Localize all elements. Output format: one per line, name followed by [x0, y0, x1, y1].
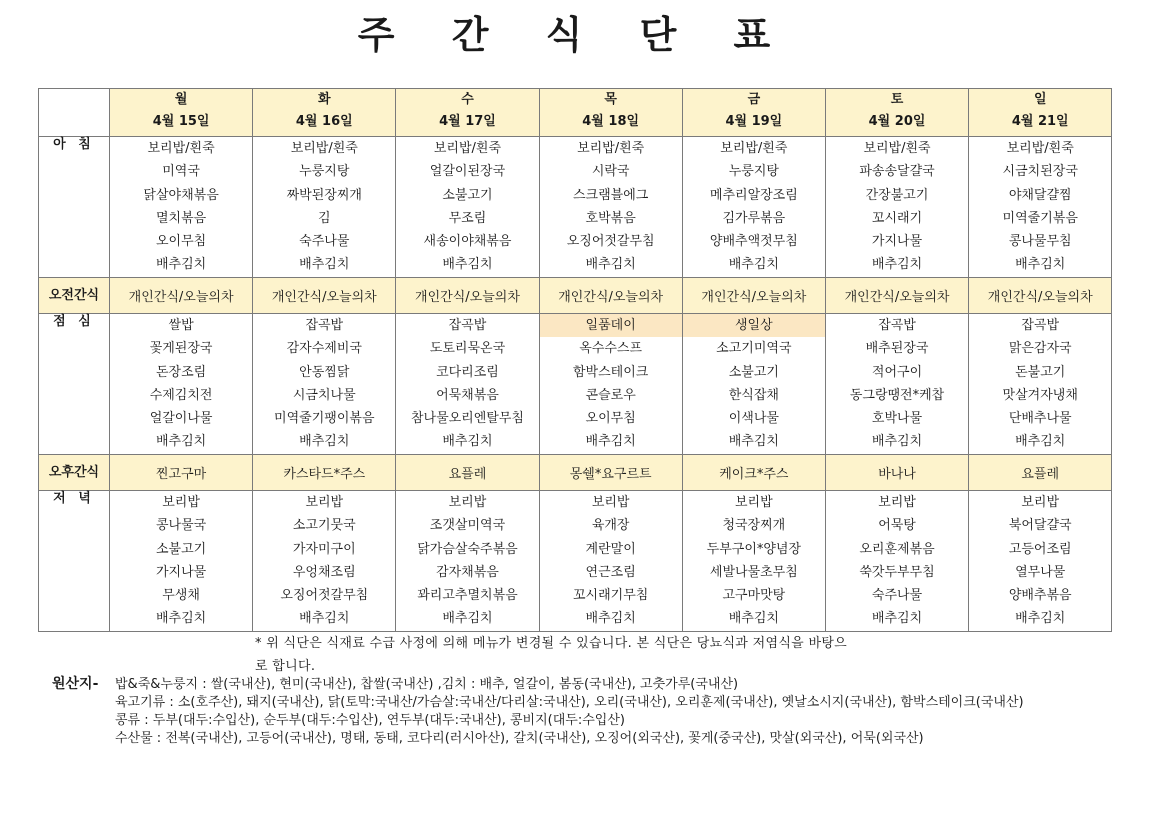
- menu-item: 보리밥: [305, 495, 344, 510]
- breakfast-cell-sun: [969, 137, 1112, 278]
- menu-item: 간장불고기: [865, 187, 929, 203]
- menu-item: 오이무침: [585, 411, 636, 427]
- pm-snack-cell-fri: 케이크*주스: [682, 455, 825, 491]
- menu-item: 미역줄기볶음: [1002, 210, 1078, 226]
- day-name: 토: [890, 92, 904, 107]
- menu-item: 가지나물: [871, 234, 923, 250]
- menu-item: 이색나물: [728, 411, 779, 427]
- menu-item: 배추김치: [299, 434, 350, 450]
- menu-item: 소고기뭇국: [292, 518, 356, 534]
- origin-line-seafood: 수산물 : 전복(국내산), 고등어(국내산), 명태, 동태, 코다리(러시아산), 갈치(국내산), 오징어(외국산), 꽃게(중국산), 맛살(외국산), 어묵(외국산): [115, 731, 924, 746]
- menu-item: 멸치볶음: [155, 210, 207, 226]
- menu-item: 돈불고기: [1015, 364, 1066, 380]
- note-line-2: 로 합니다.: [255, 659, 316, 674]
- dinner-cell-sat: [825, 491, 968, 632]
- menu-item: 소고기미역국: [716, 341, 792, 357]
- menu-item: 숙주나물: [871, 588, 923, 604]
- menu-item: 보리밥/흰죽: [1006, 141, 1074, 156]
- lunch-cell-fri: [682, 314, 825, 455]
- menu-item: 새송이야채볶음: [423, 234, 512, 250]
- am-snack-cell-mon: 개인간식/오늘의차: [110, 278, 253, 314]
- menu-item: 얼갈이나물: [149, 411, 213, 427]
- breakfast-cell-wed: [396, 137, 539, 278]
- menu-item: 꽃게된장국: [149, 341, 213, 357]
- menu-item: 두부구이*양념장: [706, 541, 802, 557]
- day-header-sat: [825, 89, 968, 137]
- menu-item: 소불고기: [155, 541, 207, 557]
- menu-item: 잡곡밥: [878, 318, 916, 333]
- menu-item: 보리밥: [162, 495, 200, 510]
- menu-item: 적어구이: [871, 364, 923, 380]
- day-header-tue: [253, 89, 396, 137]
- menu-item: 안동찜닭: [299, 364, 350, 380]
- am-snack-cell-fri: 개인간식/오늘의차: [682, 278, 825, 314]
- menu-item: 북어달걀국: [1008, 518, 1072, 534]
- menu-item: 콩나물국: [155, 518, 207, 534]
- menu-item: 수제김치전: [149, 387, 213, 403]
- menu-item: 맛살겨자냉채: [1002, 387, 1078, 403]
- menu-item: 잡곡밥: [448, 318, 487, 333]
- day-name: 일: [1033, 92, 1047, 107]
- menu-item: 콩나물무침: [1008, 234, 1072, 250]
- menu-item: 배추김치: [585, 434, 636, 450]
- menu-item: 배추김치: [155, 611, 207, 627]
- menu-item-birthday: 생일상: [683, 314, 825, 337]
- menu-item: 호박볶음: [585, 210, 636, 226]
- menu-item: 시금치나물: [292, 387, 356, 403]
- lunch-cell-thu: [539, 314, 682, 455]
- menu-item: 배추김치: [1015, 434, 1066, 450]
- menu-item: 스크램블에그: [572, 187, 649, 203]
- lunch-cell-tue: [253, 314, 396, 455]
- menu-item: 시금치된장국: [1002, 164, 1078, 180]
- menu-item: 무조림: [448, 210, 487, 226]
- menu-item: 미역국: [162, 164, 200, 180]
- menu-item: 보리밥/흰죽: [863, 141, 931, 156]
- menu-item: 돈장조림: [155, 364, 207, 380]
- day-name: 수: [461, 92, 474, 107]
- menu-item: 코다리조림: [436, 364, 499, 380]
- menu-item: 시락국: [591, 164, 630, 180]
- menu-item: 오리훈제볶음: [859, 541, 935, 557]
- day-name: 금: [747, 92, 761, 107]
- dinner-cell-wed: [396, 491, 539, 632]
- menu-item: 쑥갓두부무침: [859, 564, 935, 580]
- menu-item: 세발나물초무침: [709, 564, 798, 580]
- menu-item: 감자수제비국: [286, 341, 362, 357]
- day-name: 화: [318, 92, 331, 107]
- menu-item: 보리밥: [591, 495, 630, 510]
- menu-item: 보리밥/흰죽: [577, 141, 645, 156]
- menu-item: 잡곡밥: [1021, 318, 1060, 333]
- menu-item: 조갯살미역국: [429, 518, 506, 534]
- menu-item: 짜박된장찌개: [286, 187, 362, 203]
- breakfast-cell-thu: [539, 137, 682, 278]
- breakfast-cell-fri: [682, 137, 825, 278]
- menu-item: 배추김치: [442, 257, 493, 273]
- day-date: 4월 20일: [868, 114, 926, 129]
- dinner-cell-thu: [539, 491, 682, 632]
- menu-item: 보리밥/흰죽: [147, 141, 215, 156]
- menu-item: 쌀밥: [168, 318, 194, 333]
- dinner-cell-sun: [969, 491, 1112, 632]
- meal-label-breakfast: 아 침: [39, 137, 110, 278]
- menu-item: 배추김치: [585, 611, 636, 627]
- menu-item: 배추김치: [871, 434, 923, 450]
- breakfast-cell-sat: [825, 137, 968, 278]
- menu-item: 고구마맛탕: [722, 588, 786, 604]
- day-date: 4월 16일: [295, 114, 353, 129]
- pm-snack-cell-wed: 요플레: [396, 455, 539, 491]
- menu-item: 배추김치: [299, 257, 350, 273]
- menu-item: 배추김치: [728, 611, 779, 627]
- menu-item: 보리밥/흰죽: [290, 141, 358, 156]
- am-snack-row: [39, 278, 1112, 314]
- menu-item: 보리밥: [878, 495, 916, 510]
- menu-item: 닭살야채볶음: [143, 187, 219, 203]
- corner-cell: [39, 89, 110, 137]
- menu-item: 오징어젓갈무침: [566, 234, 655, 250]
- am-snack-cell-tue: 개인간식/오늘의차: [253, 278, 396, 314]
- menu-item: 꽈리고추멸치볶음: [417, 588, 518, 604]
- menu-change-note: [255, 632, 955, 678]
- page-title: 주 간 식 단 표: [357, 13, 793, 57]
- breakfast-cell-mon: [110, 137, 253, 278]
- day-header-wed: [396, 89, 539, 137]
- pm-snack-cell-thu: 몽쉘*요구르트: [539, 455, 682, 491]
- menu-item: 숙주나물: [299, 234, 350, 250]
- menu-item: 배추김치: [871, 611, 923, 627]
- menu-item: 우엉채조림: [292, 564, 356, 580]
- menu-item: 열무나물: [1015, 564, 1066, 580]
- day-header-fri: [682, 89, 825, 137]
- pm-snack-cell-sun: 요플레: [969, 455, 1112, 491]
- day-date: 4월 21일: [1011, 114, 1069, 129]
- menu-item: 김가루볶음: [722, 210, 786, 226]
- menu-item-special-day: 일품데이: [540, 314, 682, 337]
- menu-item: 배추김치: [1015, 611, 1066, 627]
- am-snack-cell-sat: 개인간식/오늘의차: [825, 278, 968, 314]
- menu-item: 연근조림: [585, 564, 636, 580]
- menu-item: 배추된장국: [865, 341, 929, 357]
- menu-item: 참나물오리엔탈무침: [410, 411, 524, 427]
- origin-line-beans: 콩류 : 두부(대두:수입산), 순두부(대두:수입산), 연두부(대두:국내산), 콩비지(대두:수입산): [115, 713, 625, 728]
- lunch-cell-sun: [969, 314, 1112, 455]
- menu-item: 야채달걀찜: [1008, 187, 1072, 203]
- menu-item: 도토리묵온국: [429, 341, 506, 357]
- menu-item: 단배추나물: [1008, 411, 1072, 427]
- menu-item: 꼬시래기: [871, 210, 923, 226]
- menu-item: 메추리알장조림: [709, 187, 798, 203]
- menu-item: 파송송달걀국: [859, 164, 935, 180]
- day-name: 목: [604, 92, 617, 107]
- menu-item: 배추김치: [585, 257, 636, 273]
- day-header-mon: [110, 89, 253, 137]
- am-snack-cell-wed: 개인간식/오늘의차: [396, 278, 539, 314]
- dinner-cell-mon: [110, 491, 253, 632]
- origin-line-meat: 육고기류 : 소(호주산), 돼지(국내산), 닭(토막:국내산/가슴살:국내산/다리살:국내산), 오리(국내산), 오리훈제(국내산), 옛날소시지(국내산), 함박스테이크(국내산): [115, 695, 1024, 710]
- menu-item: 배추김치: [299, 611, 350, 627]
- menu-item: 미역줄기팽이볶음: [274, 411, 375, 427]
- menu-item: 보리밥: [448, 495, 487, 510]
- menu-item: 가지나물: [155, 564, 207, 580]
- menu-item: 어묵채볶음: [436, 387, 499, 403]
- day-header-row: [39, 89, 1112, 137]
- menu-item: 배추김치: [155, 434, 207, 450]
- am-snack-cell-sun: 개인간식/오늘의차: [969, 278, 1112, 314]
- menu-item: 김: [318, 210, 331, 226]
- breakfast-row: [39, 137, 1112, 278]
- menu-item: 배추김치: [728, 257, 779, 273]
- menu-item: 배추김치: [155, 257, 207, 273]
- menu-item: 소불고기: [442, 187, 493, 203]
- menu-item: 꼬시래기무침: [572, 588, 649, 604]
- meal-label-am-snack: 오전간식: [39, 278, 110, 314]
- pm-snack-cell-tue: 카스타드*주스: [253, 455, 396, 491]
- menu-item: 배추김치: [1015, 257, 1066, 273]
- origin-heading: 원산지-: [52, 676, 99, 692]
- menu-item: 동그랑땡전*케찹: [849, 387, 945, 403]
- menu-item: 양배추볶음: [1008, 588, 1072, 604]
- day-date: 4월 17일: [439, 114, 496, 129]
- day-date: 4월 18일: [582, 114, 640, 129]
- menu-item: 양배추액젓무침: [709, 234, 798, 250]
- menu-item: 어묵탕: [878, 518, 916, 534]
- menu-item: 배추김치: [442, 611, 493, 627]
- weekly-menu-table: [38, 88, 1112, 632]
- menu-item: 청국장찌개: [722, 518, 786, 534]
- menu-item: 보리밥/흰죽: [720, 141, 788, 156]
- menu-item: 누룽지탕: [299, 164, 350, 180]
- lunch-cell-mon: [110, 314, 253, 455]
- breakfast-cell-tue: [253, 137, 396, 278]
- menu-item: 육개장: [591, 518, 630, 534]
- day-name: 월: [174, 92, 188, 107]
- menu-item: 배추김치: [871, 257, 923, 273]
- menu-item: 감자채볶음: [436, 564, 499, 580]
- menu-item: 콘슬로우: [585, 387, 636, 403]
- menu-item: 얼갈이된장국: [429, 164, 506, 180]
- am-snack-cell-thu: 개인간식/오늘의차: [539, 278, 682, 314]
- menu-item: 함박스테이크: [572, 364, 649, 380]
- day-header-thu: [539, 89, 682, 137]
- lunch-row: [39, 314, 1112, 455]
- meal-label-lunch: 점 심: [39, 314, 110, 455]
- menu-item: 오이무침: [155, 234, 207, 250]
- pm-snack-cell-sat: 바나나: [825, 455, 968, 491]
- meal-label-dinner: 저 녁: [39, 491, 110, 632]
- menu-item: 옥수수스프: [579, 341, 643, 357]
- day-header-sun: [969, 89, 1112, 137]
- menu-item: 닭가슴살숙주볶음: [417, 541, 518, 557]
- lunch-cell-sat: [825, 314, 968, 455]
- menu-item: 한식잡채: [728, 387, 779, 403]
- menu-item: 배추김치: [442, 434, 493, 450]
- day-date: 4월 15일: [152, 114, 210, 129]
- menu-item: 가자미구이: [292, 541, 356, 557]
- menu-item: 보리밥: [735, 495, 773, 510]
- menu-item: 보리밥/흰죽: [433, 141, 502, 156]
- menu-item: 잡곡밥: [305, 318, 344, 333]
- meal-label-pm-snack: 오후간식: [39, 455, 110, 491]
- menu-item: 호박나물: [871, 411, 923, 427]
- menu-item: 계란말이: [585, 541, 636, 557]
- lunch-cell-wed: [396, 314, 539, 455]
- dinner-cell-tue: [253, 491, 396, 632]
- dinner-cell-fri: [682, 491, 825, 632]
- menu-item: 고등어조림: [1008, 541, 1072, 557]
- day-date: 4월 19일: [725, 114, 783, 129]
- origin-lines: [115, 676, 1115, 748]
- menu-item: 맑은감자국: [1008, 341, 1072, 357]
- menu-item: 배추김치: [728, 434, 779, 450]
- pm-snack-cell-mon: 찐고구마: [110, 455, 253, 491]
- menu-item: 소불고기: [728, 364, 779, 380]
- dinner-row: [39, 491, 1112, 632]
- menu-item: 누룽지탕: [728, 164, 779, 180]
- pm-snack-row: [39, 455, 1112, 491]
- menu-item: 오징어젓갈무침: [280, 588, 369, 604]
- menu-item: 무생채: [162, 588, 200, 604]
- origin-line-rice: 밥&죽&누룽지 : 쌀(국내산), 현미(국내산), 찹쌀(국내산) ,김치 : 배추, 얼갈이, 봄동(국내산), 고춧가루(국내산): [115, 677, 739, 692]
- note-line-1: * 위 식단은 식재료 수급 사정에 의해 메뉴가 변경될 수 있습니다. 본 식단은 당뇨식과 저염식을 바탕으: [255, 636, 848, 651]
- menu-item: 보리밥: [1021, 495, 1060, 510]
